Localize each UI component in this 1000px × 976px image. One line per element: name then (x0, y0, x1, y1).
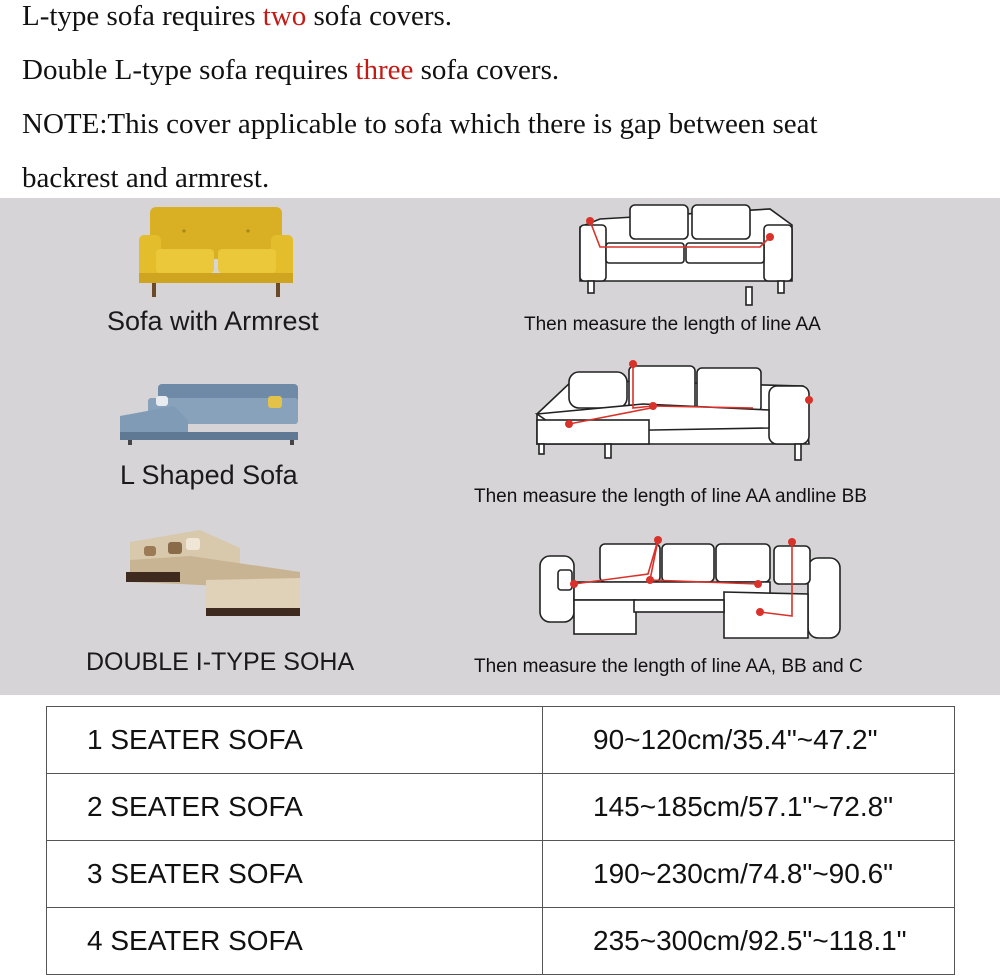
notes-section (0, 0, 1000, 198)
l-shaped-sofa-diagram (533, 358, 817, 468)
note-applicability-cont: backrest and armrest. (22, 162, 270, 194)
seater-cell: 3 SEATER SOFA (47, 841, 543, 908)
l-shaped-sofa-image (118, 376, 304, 446)
sofa-size-table (46, 706, 955, 975)
note-applicability: NOTE:This cover applicable to sofa which there is gap between seat (22, 108, 818, 140)
table-row (47, 908, 955, 975)
sofa-type-label: Sofa with Armrest (107, 306, 319, 336)
double-i-type-sofa-image (120, 520, 304, 620)
note-text: sofa covers. (306, 0, 453, 32)
measure-instruction: Then measure the length of line AA andline BB (474, 486, 867, 507)
note-two-covers (22, 0, 452, 33)
sofa-with-armrest-image (136, 201, 296, 301)
seater-cell: 4 SEATER SOFA (47, 908, 543, 975)
sofa-type-label: DOUBLE I-TYPE SOHA (86, 648, 355, 676)
note-text: L-type sofa requires (22, 0, 263, 32)
double-sofa-diagram (538, 536, 842, 648)
note-three-covers (22, 54, 559, 87)
measure-instruction: Then measure the length of line AA, BB and C (474, 656, 863, 677)
table-row (47, 707, 955, 774)
highlight-word: two (262, 0, 307, 32)
highlight-word: three (355, 54, 414, 86)
size-cell: 145~185cm/57.1"~72.8" (543, 774, 955, 841)
sofa-type-label: L Shaped Sofa (120, 460, 298, 490)
size-cell: 235~300cm/92.5"~118.1" (543, 908, 955, 975)
measurement-guide-panel (0, 198, 1000, 695)
armrest-sofa-diagram (570, 201, 802, 309)
size-cell: 90~120cm/35.4"~47.2" (543, 707, 955, 774)
measure-instruction: Then measure the length of line AA (524, 314, 821, 335)
note-text: Double L-type sofa requires (22, 54, 356, 86)
seater-cell: 1 SEATER SOFA (47, 707, 543, 774)
table-row (47, 841, 955, 908)
note-text: sofa covers. (413, 54, 560, 86)
table-row (47, 774, 955, 841)
size-cell: 190~230cm/74.8"~90.6" (543, 841, 955, 908)
seater-cell: 2 SEATER SOFA (47, 774, 543, 841)
